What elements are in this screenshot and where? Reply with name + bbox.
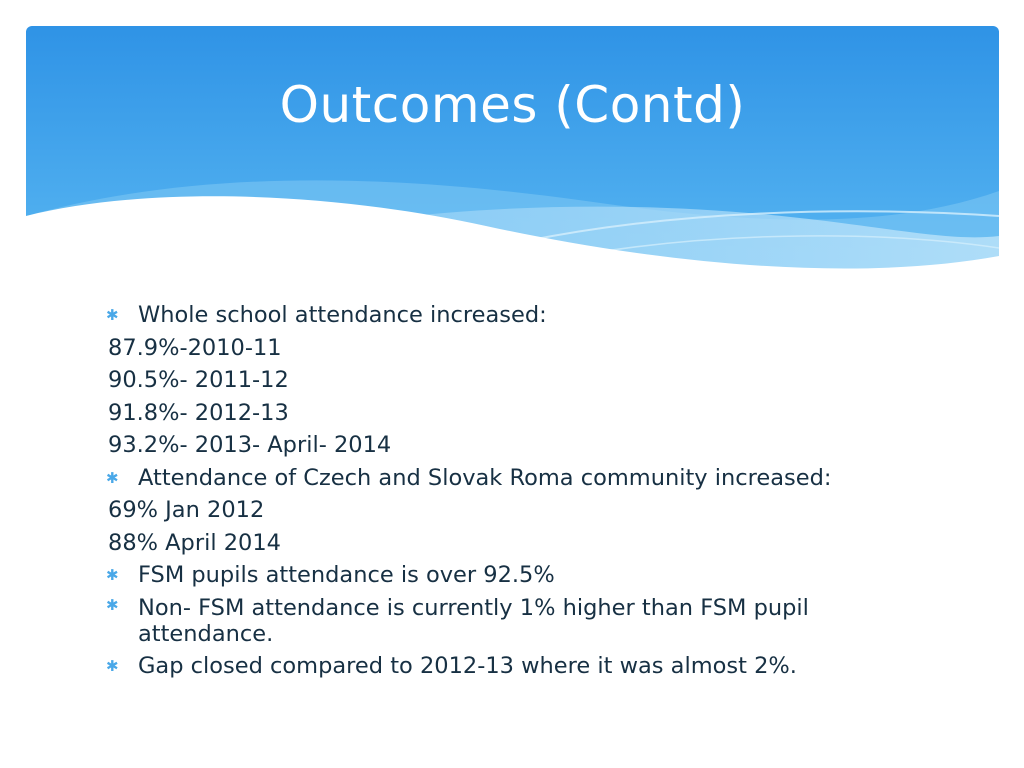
asterisk-bullet-icon: ✱: [106, 306, 119, 324]
bullet-text: Gap closed compared to 2012-13 where it was almost 2%.: [138, 652, 797, 679]
data-line: 91.8%- 2012-13: [108, 399, 289, 426]
data-line: 93.2%- 2013- April- 2014: [108, 432, 392, 458]
asterisk-bullet-icon: ✱: [106, 468, 119, 487]
data-line: 87.9%-2010-11: [108, 334, 282, 361]
asterisk-bullet-icon: ✱: [106, 595, 119, 614]
bullet-item: [108, 299, 988, 332]
bullet-text: Whole school attendance increased:: [138, 302, 547, 328]
bullet-text: FSM pupils attendance is over 92.5%: [138, 562, 555, 588]
asterisk-bullet-icon: ✱: [106, 566, 119, 584]
wave-background: [26, 26, 999, 286]
bullet-text: Non- FSM attendance is currently 1% higher than FSM pupil attendance.: [138, 594, 809, 647]
asterisk-bullet-icon: ✱: [106, 656, 119, 675]
data-line: 90.5%- 2011-12: [108, 367, 289, 393]
bullet-item: [108, 650, 988, 683]
data-line: 88% April 2014: [108, 529, 282, 556]
slide-title: Outcomes (Contd): [279, 76, 746, 134]
title-banner: [26, 26, 999, 286]
bullet-item: [108, 592, 828, 650]
bullet-list: [108, 299, 988, 682]
bullet-item: [108, 559, 988, 592]
data-line: 69% Jan 2012: [108, 497, 265, 523]
bullet-item: [108, 462, 988, 495]
bullet-text: Attendance of Czech and Slovak Roma community increased:: [138, 464, 832, 491]
